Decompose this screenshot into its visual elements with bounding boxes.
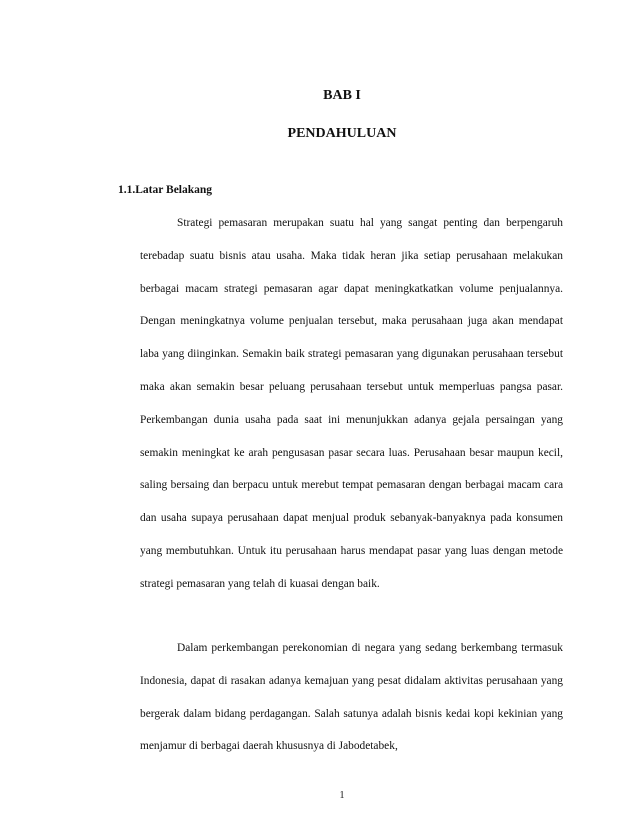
chapter-title: PENDAHULUAN [287,126,397,141]
paragraph-block-1 [140,207,563,601]
section-heading: 1.1.Latar Belakang [118,184,213,196]
paragraph-block-2 [140,632,563,763]
paragraph: Strategi pemasaran merupakan suatu hal yang sangat penting dan berpengaruh terebadap suatu bisnis atau usaha. Maka tidak heran jika setiap perusahaan melakukan berbagai macam strategi pemasaran agar dapat meningkatkatkan volume penjualannya. Dengan meningkatnya volume penjualan tersebut, maka perusahaan juga akan mendapat laba yang diinginkan. Semakin baik strategi pemasaran yang digunakan perusahaan tersebut maka akan semakin besar peluang perusahaan tersebut untuk memperluas pangsa pasar. Perkembangan dunia usaha pada saat ini menunjukkan adanya gejala persaingan yang semakin meningkat ke arah pengusasan pasar secara luas. Perusahaan besar maupun kecil, saling bersaing dan berpacu untuk merebut tempat pemasaran dengan berbagai macam cara dan usaha supaya perusahaan dapat menjual produk sebanyak-banyaknya pada konsumen yang membutuhkan. Untuk itu perusahaan harus mendapat pasar yang luas dengan metode strategi pemasaran yang telah di kuasai dengan baik. [140,217,563,590]
paragraph: Dalam perkembangan perekonomian di negara yang sedang berkembang termasuk Indonesia, dapat di rasakan adanya kemajuan yang pesat didalam aktivitas perusahaan yang bergerak dalam bidang perdagangan. Salah satunya adalah bisnis kedai kopi kekinian yang menjamur di berbagai daerah khususnya di Jabodetabek, [140,642,563,753]
page-number: 1 [339,790,345,801]
chapter-number: BAB I [323,88,361,103]
